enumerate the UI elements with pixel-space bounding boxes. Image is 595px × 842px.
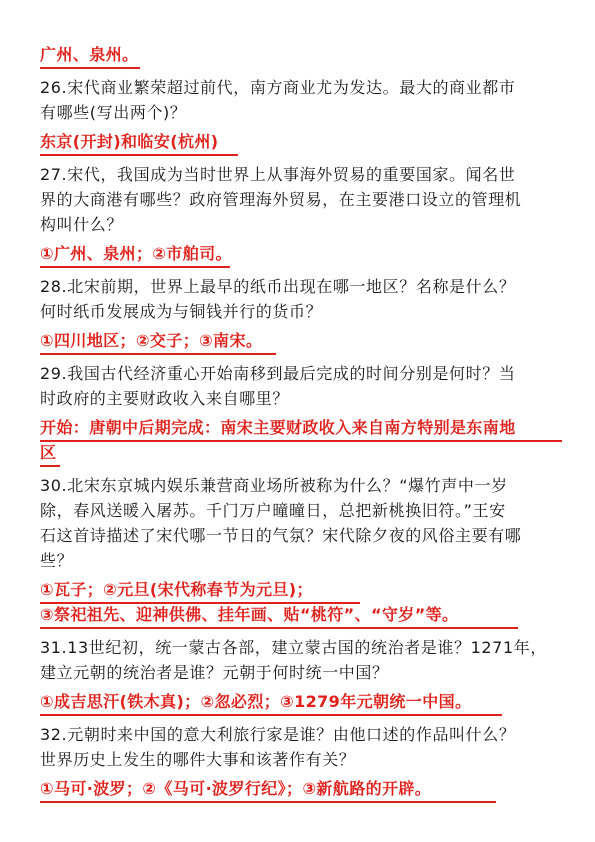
answer-line: 广州、泉州。: [40, 45, 139, 64]
answer-line: ①成吉思汗(铁木真)；②忽必烈；③1279年元朝统一中国。: [40, 692, 472, 711]
question-line: 何时纸币发展成为与铜钱并行的货币？: [40, 302, 323, 321]
answer-underline: [40, 801, 496, 803]
question-line: 时政府的主要财政收入来自哪里？: [40, 389, 290, 408]
question-line: 些？: [40, 551, 74, 570]
question-line: 界的大商港有哪些？政府管理海外贸易，在主要港口设立的管理机: [40, 190, 522, 209]
question-line: 构叫什么？: [40, 215, 124, 234]
answer-line: ①四川地区；②交子；③南宋。: [40, 331, 263, 350]
answer-underline: [40, 714, 502, 716]
question-line: 32.元朝时来中国的意大利旅行家是谁？由他口述的作品叫什么？: [40, 725, 516, 744]
answer-underline: [40, 67, 140, 69]
question-line: 有哪些(写出两个)？: [40, 103, 187, 122]
answer-line: ①马可·波罗；②《马可·波罗行纪》；③新航路的开辟。: [40, 779, 432, 798]
answer-line: 东京(开封)和临安(杭州): [40, 132, 219, 151]
question-line: 29.我国古代经济重心开始南移到最后完成的时间分别是何时？当: [40, 364, 516, 383]
answer-line: 开始：唐朝中后期完成：南宋主要财政收入来自南方特别是东南地: [40, 418, 516, 437]
answer-underline: [40, 465, 60, 467]
answer-line: 区: [40, 443, 57, 462]
question-line: 26.宋代商业繁荣超过前代，南方商业尤为发达。最大的商业都市: [40, 78, 516, 97]
question-line: 除，春风送暖入屠苏。千门万户曈曈日，总把新桃换旧符。”王安: [40, 501, 506, 520]
question-line: 石这首诗描述了宋代哪一节日的气氛？宋代除夕夜的风俗主要有哪: [40, 526, 522, 545]
question-line: 31.13世纪初，统一蒙古各部，建立蒙古国的统治者是谁？1271年，: [40, 638, 547, 657]
question-line: 27.宋代，我国成为当时世界上从事海外贸易的重要国家。闻名世: [40, 165, 516, 184]
answer-underline: [40, 353, 276, 355]
answer-line: ①广州、泉州；②市舶司。: [40, 244, 232, 263]
question-line: 建立元朝的统治者是谁？元朝于何时统一中国？: [40, 663, 389, 682]
answer-underline: [40, 266, 230, 268]
answer-line: ③祭祀祖先、迎神供佛、挂年画、贴“桃符”、“守岁”等。: [40, 605, 459, 624]
question-line: 世界历史上发生的哪件大事和该著作有关？: [40, 750, 356, 769]
question-line: 30.北宋东京城内娱乐兼营商业场所被称为什么？“爆竹声中一岁: [40, 476, 508, 495]
answer-underline: [40, 154, 238, 156]
answer-line: ①瓦子；②元旦(宋代称春节为元旦)；: [40, 580, 313, 599]
question-line: 28.北宋前期，世界上最早的纸币出现在哪一地区？名称是什么？: [40, 277, 516, 296]
answer-underline: [40, 627, 518, 629]
